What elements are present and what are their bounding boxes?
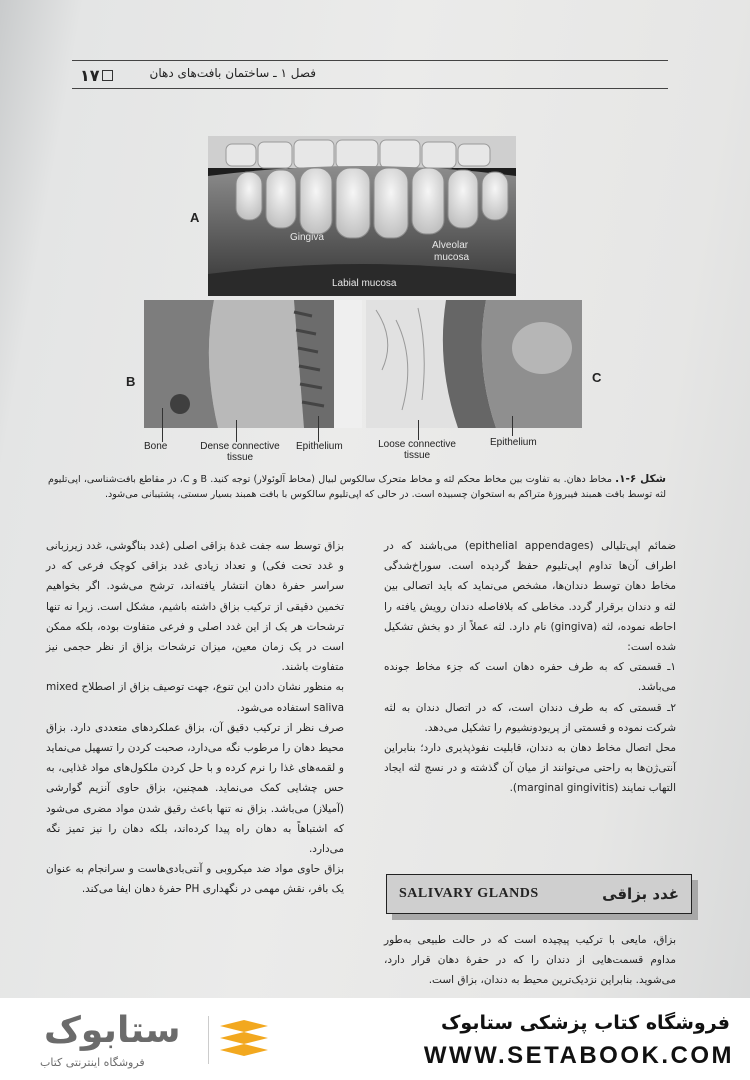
teeth-photo: [208, 136, 516, 296]
right-column-2: [384, 930, 676, 990]
header-bottom-rule: [72, 88, 668, 89]
store-url[interactable]: WWW.SETABOOK.COM: [423, 1042, 734, 1069]
right-paragraph-1: ضمائم اپی‌تلیالی (epithelial appendages) می‌باشند که در اطراف آن‌ها تداوم اپی‌تلیوم حفظ گردیده است. سوراخ‌شدگی مخاط دهان توسط دندان‌ها، مشخص می‌نماید که باید اتصالی بین لثه و دندان برقرار گردد. مخاطی که بلافاصله دندان رویش یافته را احاطه نموده، لثه (gingiva) نام دارد. لثه عملاً از دو بخش تشکیل شده است:: [384, 540, 676, 654]
label-loose-1: Loose connective: [378, 439, 456, 450]
figure-caption-text: مخاط دهان. به تفاوت بین مخاط محکم لثه و مخاط متحرک سالکوس لبیال (مخاط آلوئولار) توجه کنید. B و C، در مقاطع بافت‌شناسی، اپی‌تلیوم لثه توسط بافت همبند فیبروزهٔ متراکم به استخوان چسبیده است. در حالی که اپی‌تلیوم سالکوس با بافت همبند بسیار سستی، پشتیبانی می‌شود.: [48, 474, 666, 500]
chapter-square-icon: [102, 70, 113, 81]
label-dense-2: tissue: [226, 452, 254, 463]
header-top-rule: [72, 60, 668, 61]
label-epithelium-c: Epithelium: [490, 437, 537, 448]
label-epithelium-b: Epithelium: [296, 441, 343, 452]
lead-line-epithelium-b: [318, 416, 319, 442]
lead-line-loose: [418, 420, 419, 440]
section-title-en: SALIVARY GLANDS: [399, 886, 539, 901]
store-logo[interactable]: ستابوک: [44, 1010, 181, 1051]
panel-label-a: A: [190, 210, 200, 225]
left-paragraph-4: بزاق حاوی مواد ضد میکروبی و آنتی‌بادی‌هاست و سرانجام به عنوان یک بافر، نقش مهمی در نگهداری PH حفرهٔ دهان ایفا می‌کند.: [46, 863, 344, 896]
store-name: فروشگاه کتاب پزشکی ستابوک: [440, 1012, 730, 1034]
lead-line-epithelium-c: [512, 416, 513, 436]
right-list-item-2: ۲ـ قسمتی که به طرف دندان است، که در اتصال دندان به لثه شرکت نموده و قسمتی از پریودونشیوم را تشکیل می‌دهد.: [384, 701, 676, 734]
alveolar-mucosa-label-2: mucosa: [434, 252, 470, 263]
left-column: [46, 536, 344, 900]
store-logo-subtitle: فروشگاه اینترنتی کتاب: [40, 1056, 145, 1069]
right-paragraph-2: محل اتصال مخاط دهان به دندان، قابلیت نفوذپذیری دارد؛ بنابراین آنتی‌ژن‌ها به راحتی می‌توانند از میان آن گذشته و در نسج لثه ایجاد التهاب نمایند (marginal gingivitis).: [384, 742, 676, 795]
alveolar-mucosa-label-1: Alveolar: [432, 240, 469, 251]
gingiva-label: Gingiva: [290, 232, 324, 243]
histology-photo-b: [144, 300, 362, 428]
right-column: [384, 536, 676, 799]
label-loose-2: tissue: [403, 450, 431, 461]
salivary-paragraph-1: بزاق، مایعی با ترکیب پیچیده است که در حالت طبیعی به‌طور مداوم قسمت‌هایی از دندان را که در حفرهٔ دهان قرار دارد، می‌شوید. بنابراین نزدیک‌ترین محیط به دندان، بزاق است.: [384, 934, 676, 986]
left-paragraph-2: به منظور نشان دادن این تنوع، جهت توصیف بزاق از اصطلاح mixed saliva استفاده می‌شود.: [46, 681, 344, 714]
histology-photo-c: [366, 300, 582, 428]
photo-panel-c: [366, 300, 582, 428]
figure-caption: [48, 472, 666, 502]
chapter-title: فصل ۱ ـ ساختمان بافت‌های دهان: [149, 66, 316, 80]
label-dense-1: Dense connective: [200, 441, 280, 452]
panel-label-b: B: [126, 374, 136, 389]
lead-line-dense: [236, 420, 237, 442]
section-heading: [386, 874, 692, 914]
right-list-item-1: ۱ـ قسمتی که به طرف حفره دهان است که جزء مخاط جونده می‌باشد.: [384, 661, 676, 694]
book-stack-icon: [216, 1018, 272, 1062]
left-paragraph-3: صرف نظر از ترکیب دقیق آن، بزاق عملکردهای متعددی دارد. بزاق محیط دهان را مرطوب نگه می‌دارد، صحبت کردن را تسهیل می‌نماید و لقمه‌های غذا را نرم کرده و با حل کردن ملکول‌های مواد غذایی، به حس چشایی کمک می‌نماید. همچنین، بزاق حاوی آنزیم گوارشی (آمیلاز) می‌باشد. بزاق نه تنها باعث رقیق شدن مواد مضری می‌شود که اشتباهاً به دهان راه پیدا کرده‌اند، بلکه دهان را نیز تمیز نگه می‌دارد.: [46, 721, 344, 856]
photo-panel-b: [144, 300, 362, 428]
section-title-fa: غدد بزاقی: [602, 885, 679, 903]
labial-mucosa-label: Labial mucosa: [332, 278, 397, 289]
panel-label-c: C: [592, 370, 602, 385]
banner-divider: [208, 1016, 209, 1064]
photo-panel-a: [208, 136, 516, 296]
lead-line-bone: [162, 408, 163, 442]
label-bone: Bone: [144, 441, 168, 452]
store-banner: [0, 998, 750, 1080]
left-paragraph-1: بزاق توسط سه جفت غدهٔ بزاقی اصلی (غدد بناگوشی، غدد زیرزبانی و غدد تحت فکی) و تعداد زیادی غدد بزاقی کوچک فرعی که در سراسر حفرهٔ دهان انتشار یافته‌اند، ترشح می‌شود. اگر بخواهیم تخمین دقیقی از ترکیب بزاق داشته باشیم، مشکل است. زیرا نه تنها ترشحات هر یک از این غدد اصلی و فرعی متفاوت بوده، بلکه ممکن است در یک زمان معین، میزان ترشحات بزاق از نظر حجمی نیز متفاوت باشند.: [46, 540, 344, 674]
figure-caption-label: شکل ۶-۱.: [615, 473, 666, 485]
page-number: ۱۷: [80, 66, 100, 85]
